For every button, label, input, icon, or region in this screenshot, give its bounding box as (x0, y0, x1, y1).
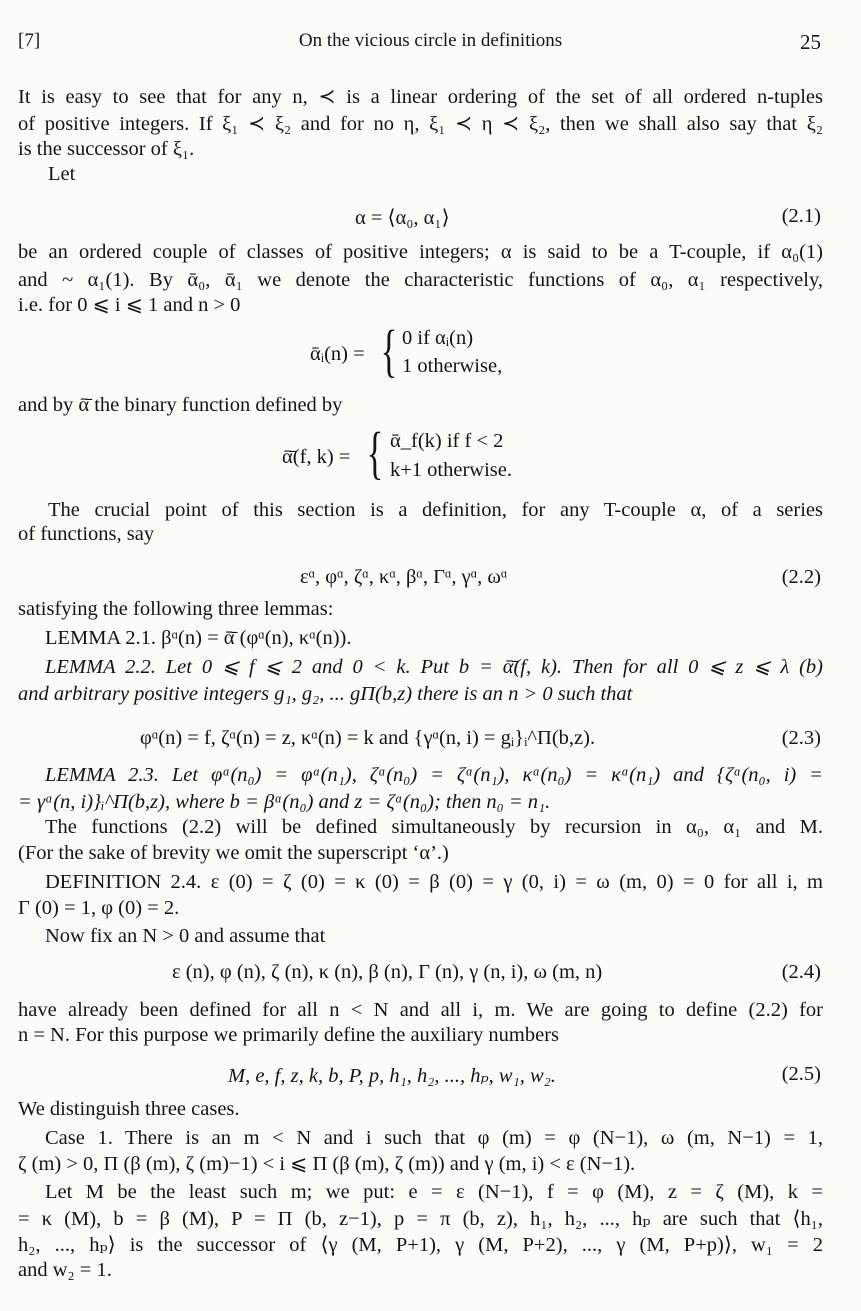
equation-2-4: ε (n), φ (n), ζ (n), κ (n), β (n), Γ (n), γ (n, i), ω (m, n) (172, 961, 603, 983)
equation-case: 1 otherwise, (402, 355, 503, 377)
equation-number: (2.4) (781, 961, 821, 983)
text-line: and ~ α₁(1). By ᾱ₀, ᾱ₁ we denote the characteristic functions of α₀, α₁ respectively, (18, 269, 823, 291)
text-line: (For the sake of brevity we omit the superscript ‘α’.) (18, 842, 449, 864)
text-line: We distinguish three cases. (18, 1098, 240, 1120)
equation-number: (2.5) (781, 1063, 821, 1085)
text-line: is the successor of ξ₁. (18, 138, 195, 160)
section-number: [7] (18, 30, 41, 51)
equation-2-3: φᵅ(n) = f, ζᵅ(n) = z, κᵅ(n) = k and {γᵅ(n, i) = gᵢ}ᵢ^Π(b,z). (140, 727, 596, 749)
equation-lhs: ᾱ̄(f, k) = (282, 446, 351, 468)
brace: { (380, 318, 398, 383)
text-line: and by ᾱ̄ the binary function defined by (18, 394, 343, 416)
lemma-2-3: LEMMA 2.3. Let φᵅ(n₀) = φᵅ(n₁), ζᵅ(n₀) = ζᵅ(n₁), κᵅ(n₀) = κᵅ(n₁) and {ζᵅ(n₀, i) = (45, 764, 823, 786)
running-title: On the vicious circle in definitions (298, 30, 563, 51)
text-line: have already been defined for all n < N and all i, m. We are going to define (2.2) for (18, 999, 823, 1021)
text-line: It is easy to see that for any n, ≺ is a linear ordering of the set of all ordered n-tuples (18, 86, 823, 108)
text-line: of positive integers. If ξ₁ ≺ ξ₂ and for no η, ξ₁ ≺ η ≺ ξ₂, then we shall also say that ξ₂ (18, 113, 823, 135)
text-line: Now fix an N > 0 and assume that (45, 925, 326, 947)
brace: { (366, 420, 384, 485)
equation-number: (2.2) (781, 566, 821, 588)
equation-lhs: ᾱᵢ(n) = (310, 343, 365, 365)
text-line: The functions (2.2) will be defined simultaneously by recursion in α₀, α₁ and M. (45, 816, 823, 838)
equation-number: (2.1) (781, 205, 821, 227)
lemma-2-2: LEMMA 2.2. Let 0 ⩽ f ⩽ 2 and 0 < k. Put b = ᾱ̄(f, k). Then for all 0 ⩽ z ⩽ λ (b) (45, 656, 823, 678)
equation-number: (2.3) (781, 727, 821, 749)
text-line: ζ (m) > 0, Π (β (m), ζ (m)−1) < i ⩽ Π (β (m), ζ (m)) and γ (m, i) < ε (N−1). (18, 1153, 636, 1175)
page-number: 25 (800, 30, 821, 54)
definition-2-4: DEFINITION 2.4. ε (0) = ζ (0) = κ (0) = β (0) = γ (0, i) = ω (m, 0) = 0 for all i, m (45, 871, 823, 893)
text-line: h₂, ..., hₚ⟩ is the successor of ⟨γ (M, P+1), γ (M, P+2), ..., γ (M, P+p)⟩, w₁ = 2 (18, 1234, 823, 1256)
equation-case: k+1 otherwise. (390, 459, 513, 481)
equation-case: ᾱ_f(k) if f < 2 (390, 430, 504, 452)
equation-2-1: α = ⟨α₀, α₁⟩ (355, 207, 450, 229)
case-1-text: Case 1. There is an m < N and i such that φ (m) = φ (N−1), ω (m, N−1) = 1, (45, 1127, 823, 1149)
text-line: Let (48, 163, 76, 185)
text-line: satisfying the following three lemmas: (18, 598, 334, 620)
equation-2-2: εᵅ, φᵅ, ζᵅ, κᵅ, βᵅ, Γᵅ, γᵅ, ωᵅ (300, 566, 508, 588)
equation-case: 0 if αᵢ(n) (402, 327, 474, 349)
text-line: = κ (M), b = β (M), P = Π (b, z−1), p = π (b, z), h₁, h₂, ..., hₚ are such that ⟨h₁, (18, 1208, 823, 1230)
text-line: Γ (0) = 1, φ (0) = 2. (18, 897, 180, 919)
lemma-2-1: LEMMA 2.1. βᵅ(n) = ᾱ̄ (φᵅ(n), κᵅ(n)). (45, 627, 352, 649)
text-line: be an ordered couple of classes of positive integers; α is said to be a T-couple, if α₀(1) (18, 241, 823, 263)
text-line: and arbitrary positive integers g₁, g₂, ... gΠ(b,z) there is an n > 0 such that (18, 683, 633, 705)
equation-2-5: M, e, f, z, k, b, P, p, h₁, h₂, ..., hₚ, w₁, w₂. (228, 1065, 556, 1087)
text-line: i.e. for 0 ⩽ i ⩽ 1 and n > 0 (18, 294, 241, 316)
text-line: = γᵅ(n, i)}ᵢ^Π(b,z), where b = βᵅ(n₀) and z = ζᵅ(n₀); then n₀ = n₁. (18, 791, 551, 813)
text-line: of functions, say (18, 523, 155, 545)
text-line: The crucial point of this section is a definition, for any T-couple α, of a series (48, 499, 823, 521)
text-line: Let M be the least such m; we put: e = ε (N−1), f = φ (M), z = ζ (M), k = (45, 1181, 823, 1203)
text-line: and w₂ = 1. (18, 1259, 112, 1281)
text-line: n = N. For this purpose we primarily define the auxiliary numbers (18, 1024, 560, 1046)
